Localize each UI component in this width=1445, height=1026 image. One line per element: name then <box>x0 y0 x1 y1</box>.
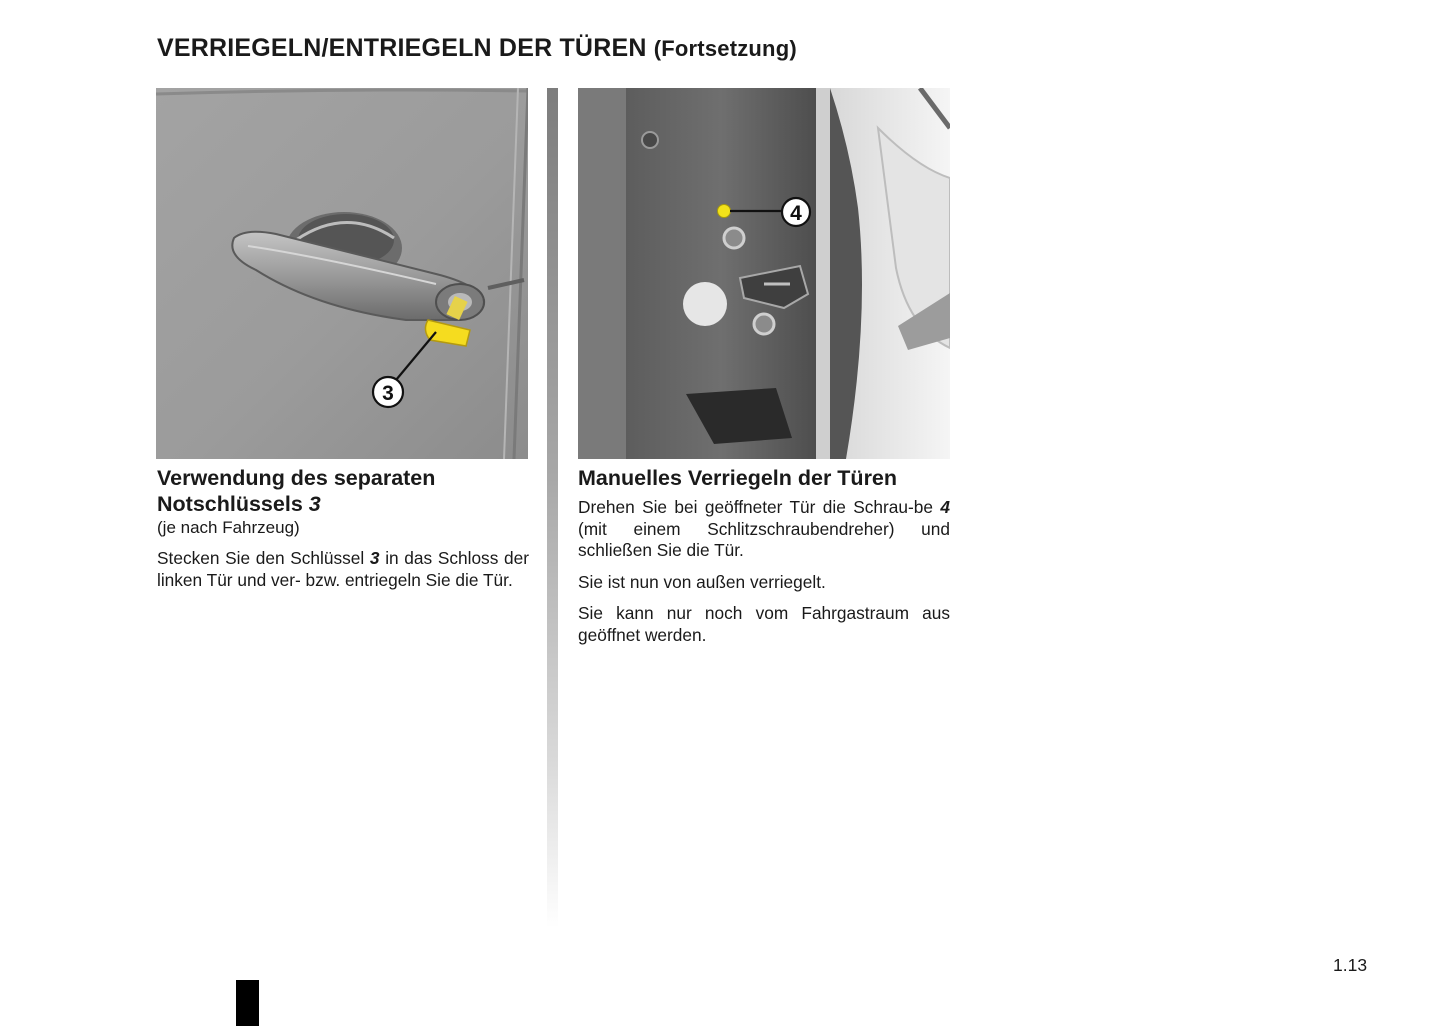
column-divider <box>547 88 558 928</box>
paragraph-locked-from-outside: Sie ist nun von außen verriegelt. <box>578 571 826 592</box>
page-title-main: VERRIEGELN/ENTRIEGELN DER TÜREN <box>157 34 647 62</box>
page-title <box>157 34 797 63</box>
door-handle-key-illustration <box>156 88 528 459</box>
page-edge-tab <box>236 980 259 1026</box>
section-emergency-key <box>157 465 529 601</box>
section-manual-locking <box>578 465 950 657</box>
paragraph-open-from-inside: Sie kann nur noch vom Fahrgastraum aus geöffnet werden. <box>578 603 950 645</box>
paragraph-insert-key: Stecken Sie den Schlüssel 3 in das Schloss der linken Tür und ver- bzw. entriegeln Sie die Tür. <box>157 548 529 590</box>
door-lock-screw-illustration <box>578 88 950 459</box>
callout-4-label: 4 <box>790 202 802 225</box>
section-title-emergency-key: Verwendung des separaten Notschlüssels 3 <box>157 466 436 516</box>
paragraph-turn-screw: Drehen Sie bei geöffneter Tür die Schrau-be 4 (mit einem Schlitzschraubendreher) und schließen Sie die Tür. <box>578 497 950 561</box>
page-title-continuation: (Fortsetzung) <box>653 36 797 61</box>
figure-door-handle <box>156 88 528 459</box>
section-title-manual-locking: Manuelles Verriegeln der Türen <box>578 466 898 490</box>
figure-door-lock <box>578 88 950 459</box>
callout-3-label: 3 <box>382 382 394 405</box>
section-note-vehicle-dependent: (je nach Fahrzeug) <box>157 518 300 537</box>
page-number: 1.13 <box>1333 955 1368 975</box>
